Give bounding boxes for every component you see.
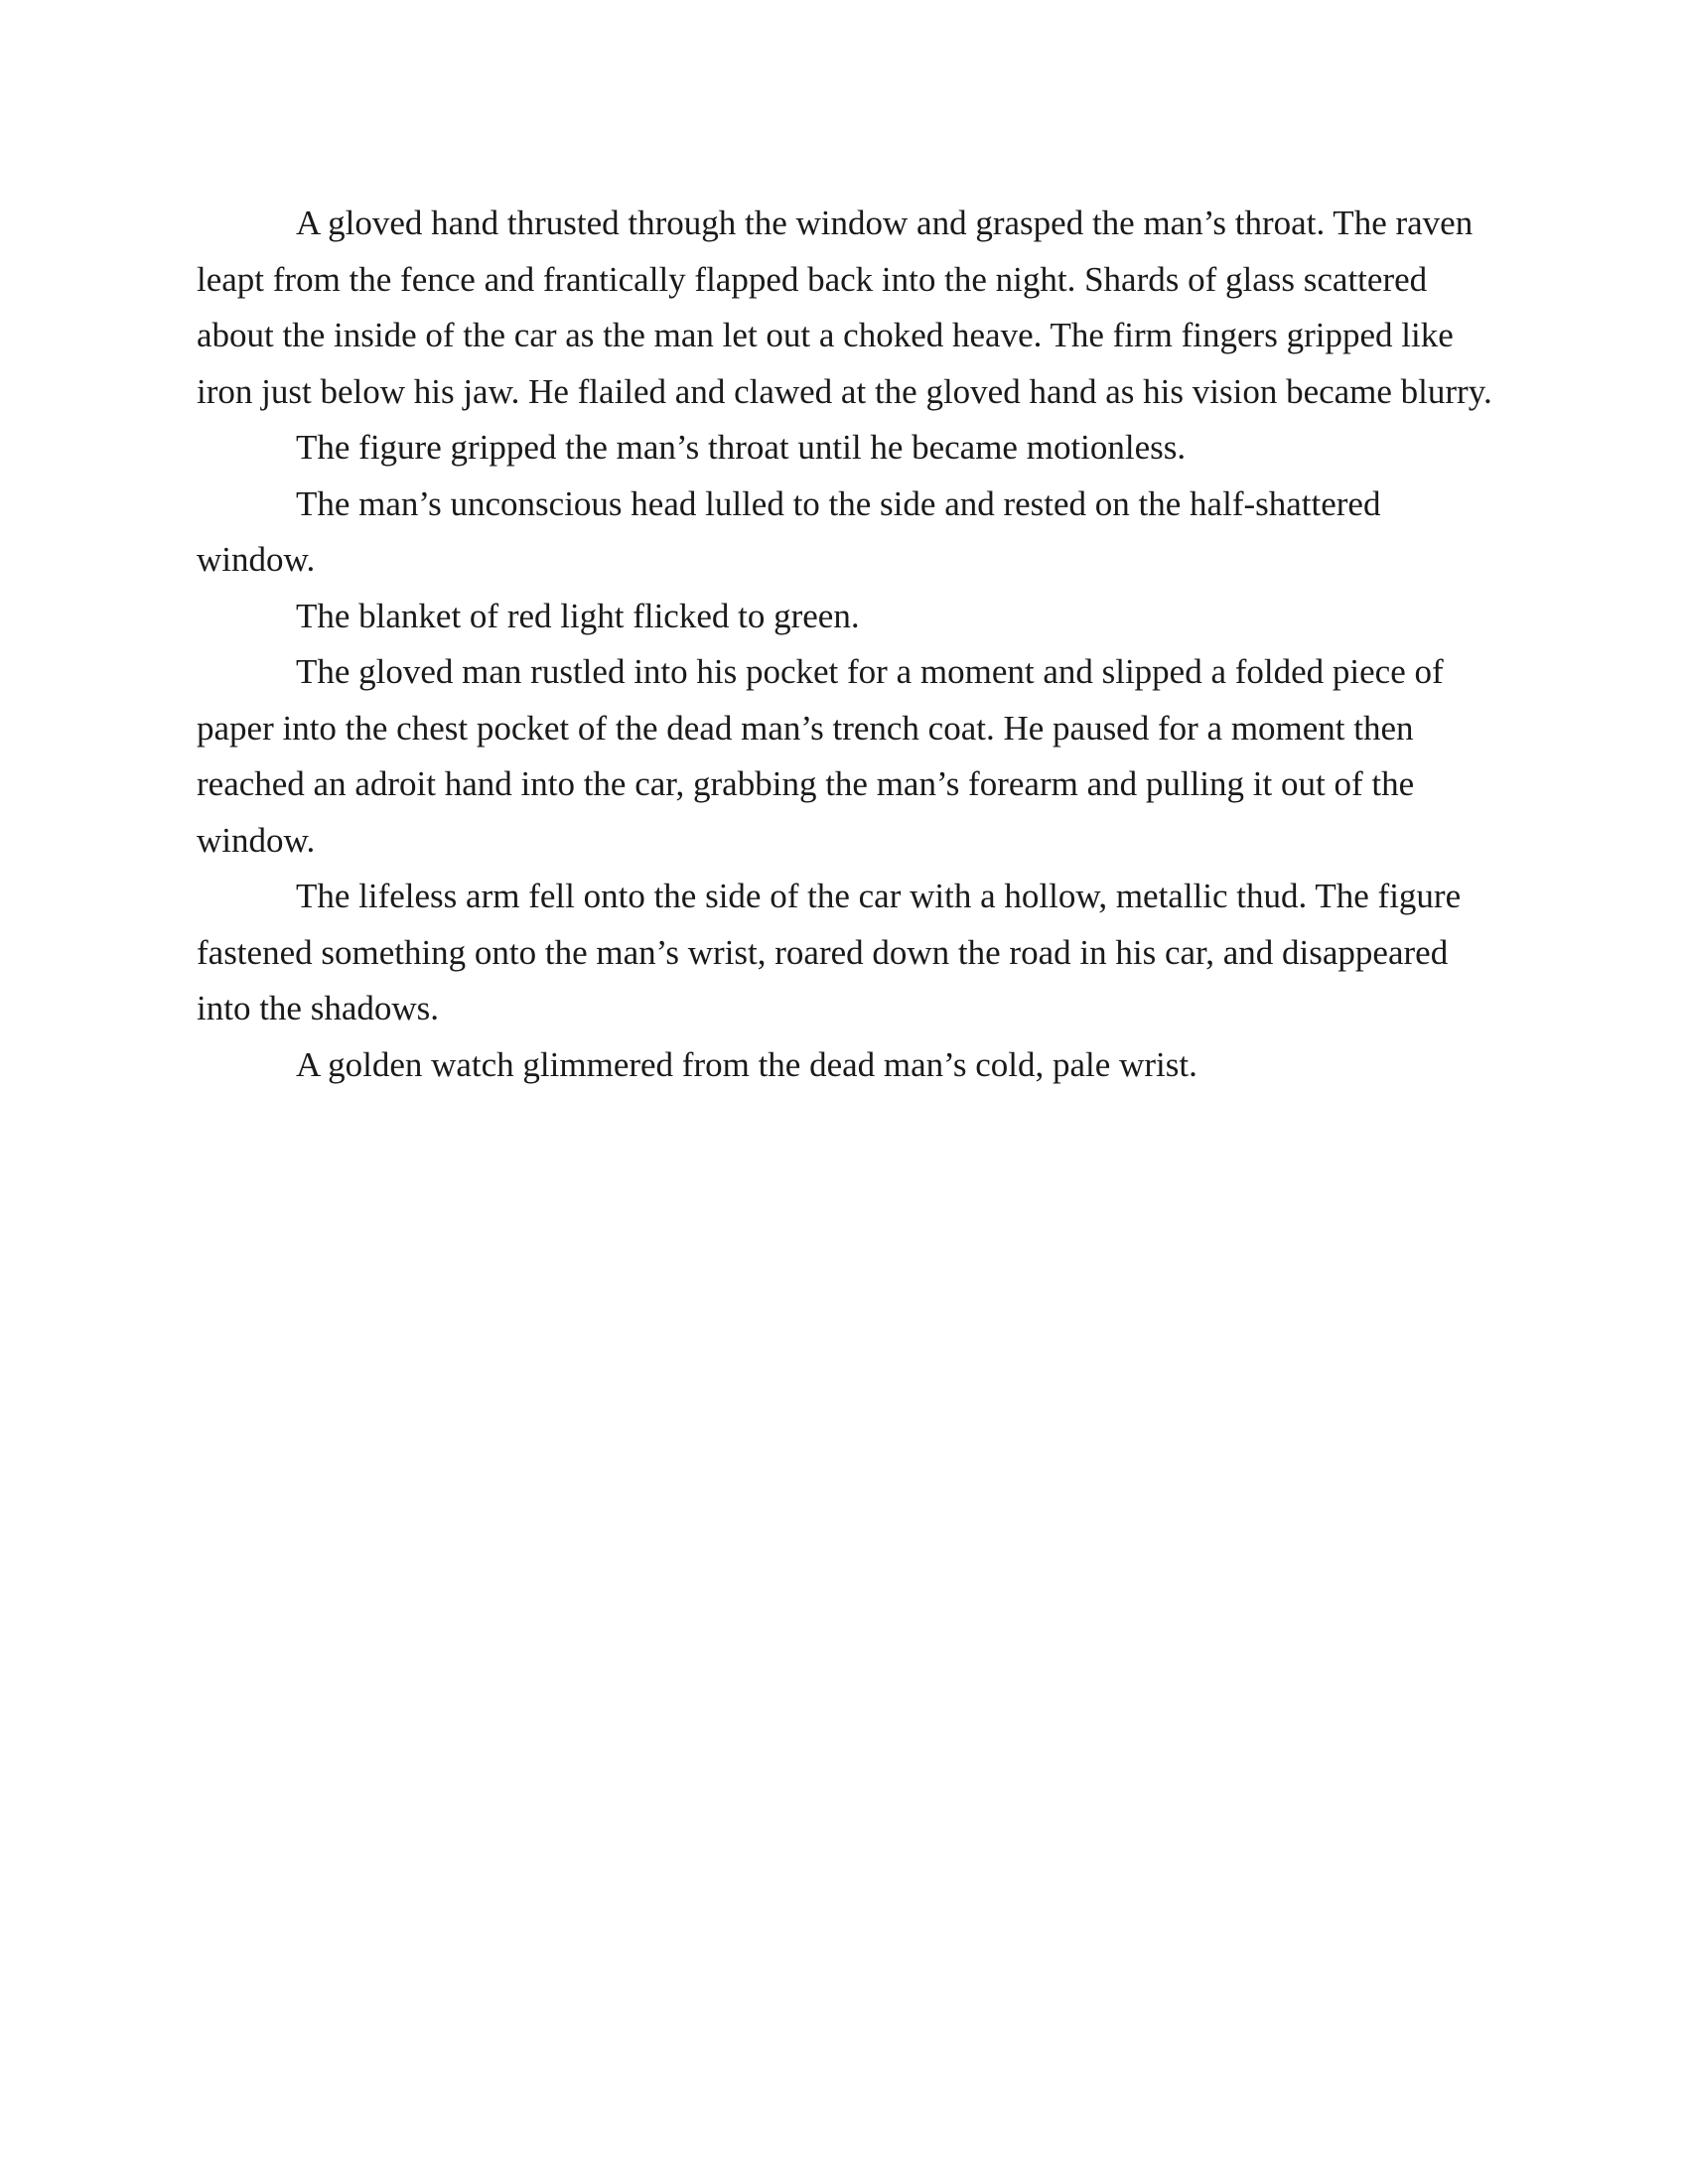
paragraph: A golden watch glimmered from the dead man’s cold, pale wrist. xyxy=(296,1044,1197,1084)
paragraph: The figure gripped the man’s throat until he became motionless. xyxy=(296,428,1187,467)
paragraph: The lifeless arm fell onto the side of the car with a hollow, metallic thud. The figure fastened something onto the man’s wrist, roared down the road in his car, and disappeared into the shadows. xyxy=(197,877,1462,1027)
body-text xyxy=(197,196,1493,1093)
paragraph: The blanket of red light flicked to green. xyxy=(296,596,860,635)
paragraph: A gloved hand thrusted through the window and grasped the man’s throat. The raven leapt from the fence and frantically flapped back into the night. Shards of glass scattered about the inside of the car as the man let out a choked heave. The firm fingers gripped like iron just below his jaw. He flailed and clawed at the gloved hand as his vision became blurry. xyxy=(197,204,1492,411)
paragraph: The man’s unconscious head lulled to the side and rested on the half-shattered window. xyxy=(197,483,1381,579)
paragraph: The gloved man rustled into his pocket for a moment and slipped a folded piece of paper into the chest pocket of the dead man’s trench coat. He paused for a moment then reached an adroit hand into the car, grabbing the man’s forearm and pulling it out of the window. xyxy=(197,652,1444,860)
